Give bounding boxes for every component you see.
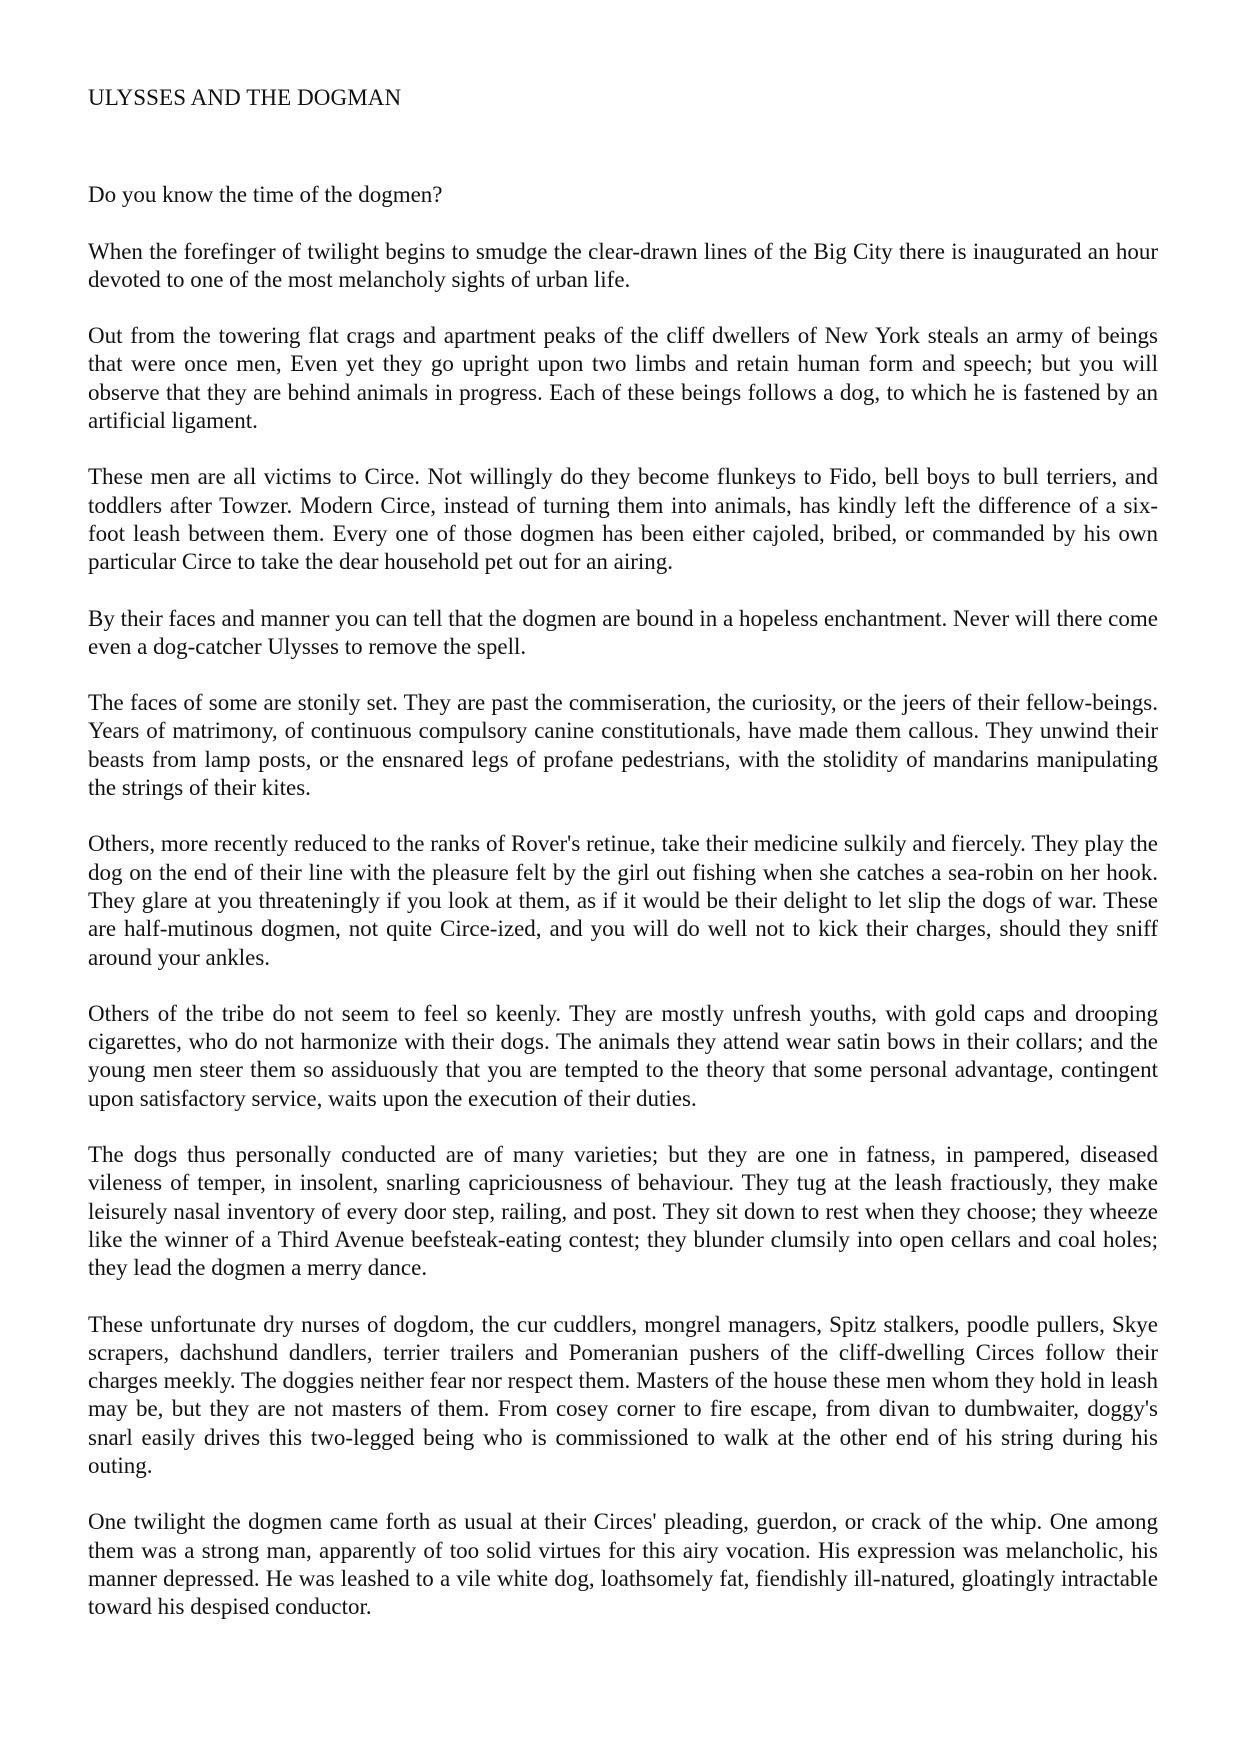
paragraph-3: Out from the towering flat crags and apartment peaks of the cliff dwellers of New York steals an army of beings that were once men, Even yet they go upright upon two limbs and retain human form and speech; but you will observe that they are behind animals in progress. Each of these beings follows a dog, to which he is fastened by an artificial ligament. (88, 323, 1158, 434)
document-page (88, 84, 1158, 1649)
paragraph-8: Others of the tribe do not seem to feel so keenly. They are mostly unfresh youths, with gold caps and drooping cigarettes, who do not harmonize with their dogs. The animals they attend wear satin bows in their collars; and the young men steer them so assiduously that you are tempted to the theory that some personal advantage, contingent upon satisfactory service, waits upon the execution of their duties. (88, 1000, 1158, 1111)
paragraph-1: Do you know the time of the dogmen? (88, 182, 443, 208)
paragraph-7: Others, more recently reduced to the ranks of Rover's retinue, take their medicine sulkily and fiercely. They play the dog on the end of their line with the pleasure felt by the girl out fishing when she catches a sea-robin on her hook. They glare at you threateningly if you look at them, as if it would be their delight to let slip the dogs of war. These are half-mutinous dogmen, not quite Circe-ized, and you will do well not to kick their charges, should they sniff around your ankles. (88, 831, 1158, 970)
story-title: ULYSSES AND THE DOGMAN (88, 85, 402, 110)
paragraph-4: These men are all victims to Circe. Not willingly do they become flunkeys to Fido, bell boys to bull terriers, and toddlers after Towzer. Modern Circe, instead of turning them into animals, has kindly left the difference of a six-foot leash between them. Every one of those dogmen has been either cajoled, bribed, or commanded by his own particular Circe to take the dear household pet out for an airing. (88, 464, 1158, 575)
paragraph-6: The faces of some are stonily set. They are past the commiseration, the curiosity, or the jeers of their fellow-beings. Years of matrimony, of continuous compulsory canine constitutionals, have made them callous. They unwind their beasts from lamp posts, or the ensnared legs of profane pedestrians, with the stolidity of mandarins manipulating the strings of their kites. (88, 690, 1158, 801)
paragraph-9: The dogs thus personally conducted are of many varieties; but they are one in fatness, in pampered, diseased vileness of temper, in insolent, snarling capriciousness of behaviour. They tug at the leash fractiously, they make leisurely nasal inventory of every door step, railing, and post. They sit down to rest when they choose; they wheeze like the winner of a Third Avenue beefsteak-eating contest; they blunder clumsily into open cellars and coal holes; they lead the dogmen a merry dance. (88, 1142, 1158, 1281)
paragraph-2: When the forefinger of twilight begins to smudge the clear-drawn lines of the Big City there is inaugurated an hour devoted to one of the most melancholy sights of urban life. (88, 238, 1158, 292)
paragraph-10: These unfortunate dry nurses of dogdom, the cur cuddlers, mongrel managers, Spitz stalkers, poodle pullers, Skye scrapers, dachshund dandlers, terrier trailers and Pomeranian pushers of the cliff-dwelling Circes follow their charges meekly. The doggies neither fear nor respect them. Masters of the house these men whom they hold in leash may be, but they are not masters of them. From cosey corner to fire escape, from divan to dumbwaiter, doggy's snarl easily drives this two-legged being who is commissioned to walk at the other end of his string during his outing. (88, 1311, 1158, 1478)
paragraph-5: By their faces and manner you can tell that the dogmen are bound in a hopeless enchantment. Never will there come even a dog-catcher Ulysses to remove the spell. (88, 605, 1158, 659)
paragraph-11: One twilight the dogmen came forth as usual at their Circes' pleading, guerdon, or crack of the whip. One among them was a strong man, apparently of too solid virtues for this airy vocation. His expression was melancholic, his manner depressed. He was leashed to a vile white dog, loathsomely fat, fiendishly ill-natured, gloatingly intractable toward his despised conductor. (88, 1509, 1158, 1620)
